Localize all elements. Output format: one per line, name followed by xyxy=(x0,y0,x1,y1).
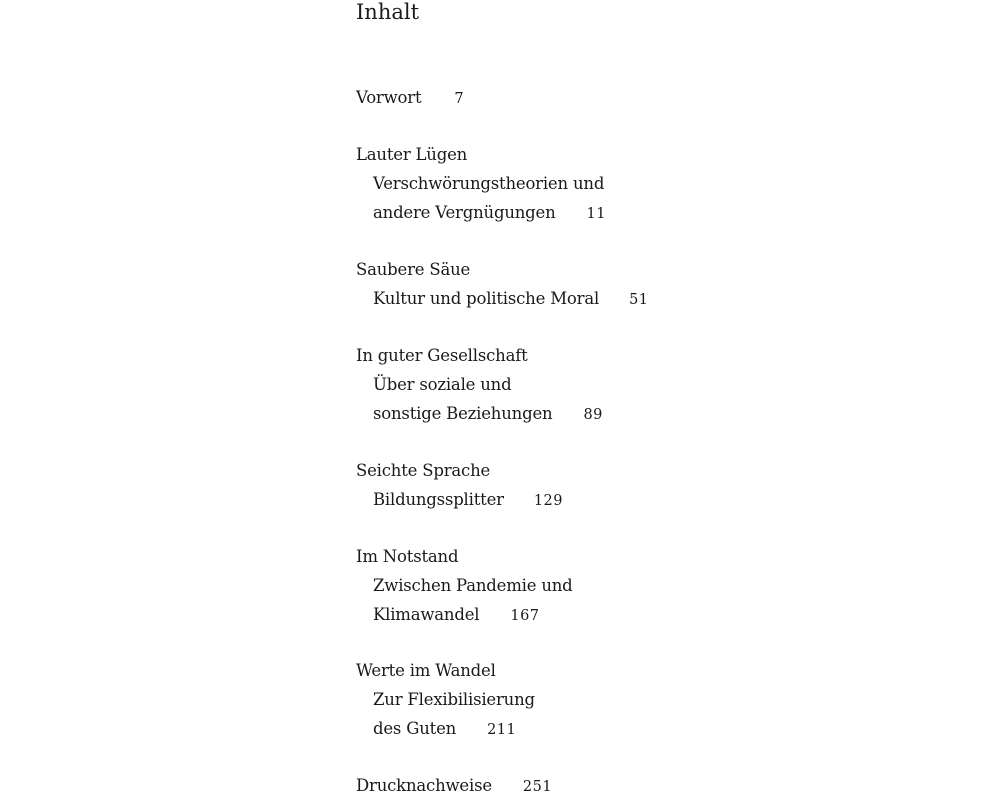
toc-entry-title: Seichte Sprache xyxy=(356,461,491,480)
toc-entry-subtitle: Zur Flexibilisierung xyxy=(373,689,535,709)
toc-entry-subtitle-line xyxy=(356,285,649,314)
toc-entry-subtitle: Zwischen Pandemie und xyxy=(373,575,573,595)
toc-entry-im-notstand xyxy=(356,543,573,629)
toc-entry-lauter-luegen xyxy=(356,141,606,227)
toc-page-number: 7 xyxy=(454,91,465,107)
toc-entry-werte-im-wandel xyxy=(356,657,535,743)
toc-entry-title: Drucknachweise xyxy=(356,776,492,795)
toc-entry-subtitle-line xyxy=(356,199,606,228)
toc-page-number: 129 xyxy=(533,492,564,509)
toc-entry-subtitle: Über soziale und xyxy=(373,374,512,394)
toc-entry-title: Werte im Wandel xyxy=(356,661,496,680)
toc-entry-vorwort xyxy=(356,84,464,113)
toc-entry-title: Saubere Säue xyxy=(356,260,471,279)
page-title: Inhalt xyxy=(356,0,420,24)
toc-entry-line xyxy=(356,84,464,113)
toc-page-number: 167 xyxy=(510,607,540,624)
toc-entry-line xyxy=(356,772,552,801)
toc-page-number: 211 xyxy=(487,721,517,738)
toc-entry-subtitle: Verschwörungstheorien und xyxy=(373,173,605,193)
toc-page-number: 251 xyxy=(522,779,553,795)
toc-entry-subtitle: des Guten xyxy=(373,718,457,738)
toc-entry-subtitle-line xyxy=(356,715,535,744)
toc-page-number: 11 xyxy=(586,205,606,222)
toc-page-number: 89 xyxy=(583,406,603,423)
toc-entry-drucknachweise xyxy=(356,772,552,801)
toc-entry-subtitle: Klimawandel xyxy=(373,604,480,624)
toc-entry-title: Vorwort xyxy=(356,88,422,107)
toc-entry-subtitle: andere Vergnügungen xyxy=(373,202,556,222)
toc-entry-title: Lauter Lügen xyxy=(356,145,468,164)
toc-entry-title: In guter Gesellschaft xyxy=(356,346,528,365)
toc-entry-subtitle-line xyxy=(356,486,563,515)
toc-entry-subtitle: Bildungssplitter xyxy=(373,489,504,509)
toc-entry-subtitle-line xyxy=(356,400,603,429)
toc-entry-subtitle-line xyxy=(356,601,573,630)
toc-entry-title: Im Notstand xyxy=(356,547,459,566)
toc-entry-subtitle: sonstige Beziehungen xyxy=(373,403,553,423)
toc-entry-seichte-sprache xyxy=(356,457,563,515)
toc-entry-saubere-saeue xyxy=(356,256,649,314)
toc-entry-subtitle: Kultur und politische Moral xyxy=(373,288,600,308)
toc-entry-in-guter-gesellschaft xyxy=(356,342,603,428)
table-of-contents-page xyxy=(356,0,956,800)
toc-page-number: 51 xyxy=(629,291,649,308)
